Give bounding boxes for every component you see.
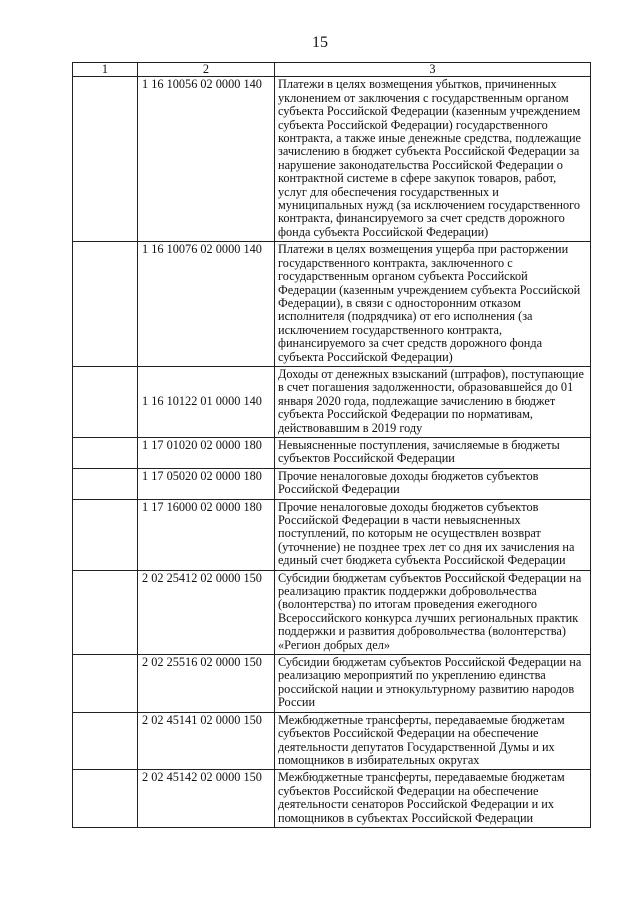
admin-code-cell [73,655,138,713]
description-cell: Субсидии бюджетам субъектов Российской Федерации на реализацию мероприятий по укреплению единства российской нации и этнокультурному развитию народов России [275,655,591,713]
admin-code-cell [73,712,138,770]
admin-code-cell [73,570,138,654]
column-header-1: 1 [73,63,138,77]
table-row [73,712,591,770]
budget-code-cell: 2 02 45142 02 0000 150 [138,770,275,828]
admin-code-cell [73,437,138,468]
admin-code-cell [73,770,138,828]
column-header-3: 3 [275,63,591,77]
table-row [73,242,591,367]
description-cell: Межбюджетные трансферты, передаваемые бюджетам субъектов Российской Федерации на обеспечение деятельности сенаторов Российской Федерации и их помощников в субъектах Российской Федерации [275,770,591,828]
description-cell: Платежи в целях возмещения убытков, причиненных уклонением от заключения с государственным органом субъекта Российской Федерации (казенным учреждением субъекта Российской Федерации) государственного контракта, а также иные денежные средства, подлежащие зачислению в бюджет субъекта Российской Федерации за нарушение законодательства Российской Федерации о контрактной системе в сфере закупок товаров, работ, услуг для обеспечения государственных и муниципальных нужд (за исключением государственного контракта, финансируемого за счет средств дорожного фонда субъекта Российской Федерации) [275,77,591,242]
description-cell: Платежи в целях возмещения ущерба при расторжении государственного контракта, заключенного с государственным органом субъекта Российской Федерации (казенным учреждением субъекта Российской Федерации), в связи с односторонним отказом исполнителя (подрядчика) от его исполнения (за исключением государственного контракта, финансируемого за счет средств дорожного фонда субъекта Российской Федерации) [275,242,591,367]
table-row [73,770,591,828]
admin-code-cell [73,499,138,570]
budget-code-cell: 2 02 25412 02 0000 150 [138,570,275,654]
column-header-2: 2 [138,63,275,77]
page-number: 15 [312,34,328,51]
admin-code-cell [73,366,138,437]
budget-code-cell: 1 17 16000 02 0000 180 [138,499,275,570]
admin-code-cell [73,77,138,242]
table-row [73,366,591,437]
budget-code-cell: 1 17 05020 02 0000 180 [138,468,275,499]
description-cell: Межбюджетные трансферты, передаваемые бюджетам субъектов Российской Федерации на обеспечение деятельности депутатов Государственной Думы и их помощников в избирательных округах [275,712,591,770]
description-cell: Доходы от денежных взысканий (штрафов), поступающие в счет погашения задолженности, образовавшейся до 01 января 2020 года, подлежащие зачислению в бюджет субъекта Российской Федерации по нормативам, действовавшим в 2019 году [275,366,591,437]
description-cell: Невыясненные поступления, зачисляемые в бюджеты субъектов Российской Федерации [275,437,591,468]
table-header-row [73,63,591,77]
budget-code-cell: 1 16 10122 01 0000 140 [138,366,275,437]
budget-code-cell: 2 02 45141 02 0000 150 [138,712,275,770]
admin-code-cell [73,468,138,499]
table-row [73,655,591,713]
budget-code-cell: 1 16 10076 02 0000 140 [138,242,275,367]
admin-code-cell [73,242,138,367]
description-cell: Субсидии бюджетам субъектов Российской Федерации на реализацию практик поддержки добровольчества (волонтерства) по итогам проведения ежегодного Всероссийского конкурса лучших региональных практик поддержки и развития добровольчества (волонтерства) «Регион добрых дел» [275,570,591,654]
budget-code-cell: 1 16 10056 02 0000 140 [138,77,275,242]
budget-code-cell: 2 02 25516 02 0000 150 [138,655,275,713]
table-row [73,468,591,499]
table-row [73,570,591,654]
table-row [73,499,591,570]
budget-code-cell: 1 17 01020 02 0000 180 [138,437,275,468]
description-cell: Прочие неналоговые доходы бюджетов субъектов Российской Федерации в части невыясненных поступлений, по которым не осуществлен возврат (уточнение) не позднее трех лет со дня их зачисления на единый счет бюджета субъекта Российской Федерации [275,499,591,570]
table-row [73,77,591,242]
budget-classification-table [72,62,591,828]
description-cell: Прочие неналоговые доходы бюджетов субъектов Российской Федерации [275,468,591,499]
table-row [73,437,591,468]
